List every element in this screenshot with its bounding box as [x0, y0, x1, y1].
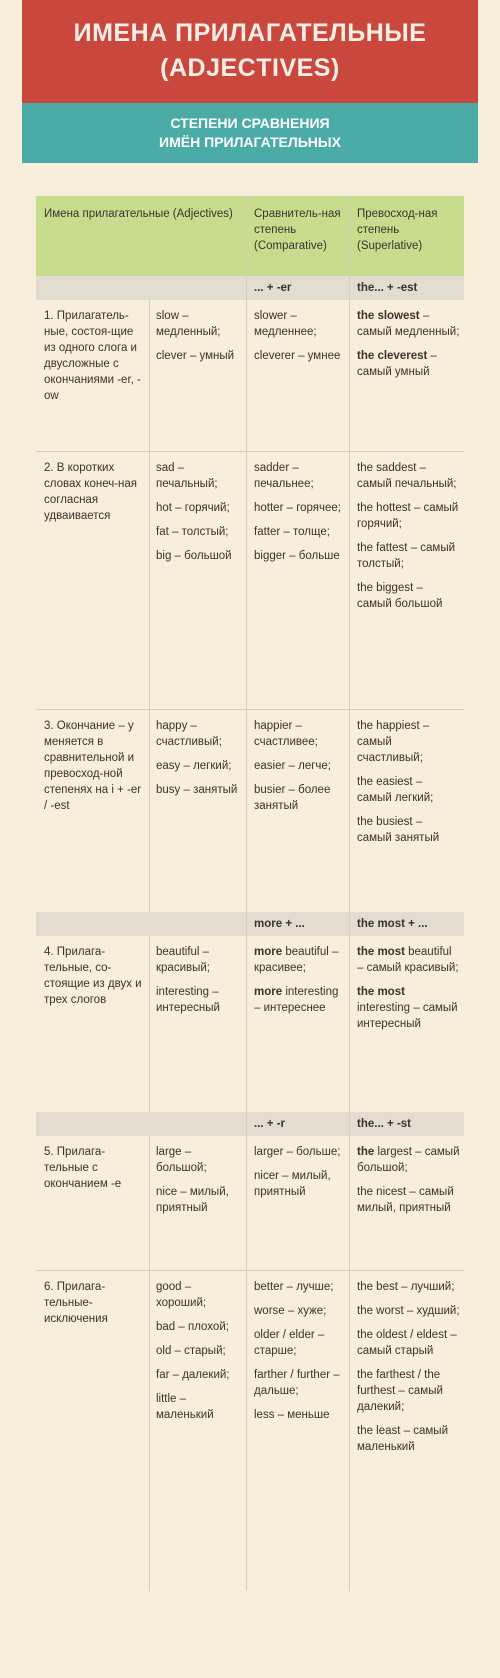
section-subtitle — [22, 103, 478, 163]
table-row — [36, 452, 464, 710]
adjective-cell — [149, 300, 246, 451]
superlative — [357, 308, 460, 340]
rule-cell: 3. Окончание – y меняется в сравнительной и превосход-ной степенях на i + -er / -est — [44, 720, 142, 812]
superlative-text: – самый умный — [357, 350, 437, 378]
title-line-1: ИМЕНА ПРИЛАГАТЕЛЬНЫЕ — [73, 19, 427, 47]
comparative: cleverer – умнее — [254, 350, 341, 362]
adjective: sad – печальный; — [156, 462, 218, 490]
title-line-2: (ADJECTIVES) — [160, 54, 340, 82]
adjective: beautiful – красивый; — [156, 946, 210, 974]
header-superlative: Превосход-ная степень (Superlative) — [349, 196, 464, 276]
band-comparative: ... + -r — [246, 1112, 349, 1136]
comparative: larger – больше; — [254, 1146, 341, 1158]
adjective-cell — [149, 710, 246, 912]
comparative: slower – медленнее; — [254, 310, 317, 338]
adjective: slow – медленный; — [156, 310, 221, 338]
superlative: the busiest – самый занятый — [357, 816, 440, 844]
superlative-marker: the slowest — [357, 310, 420, 322]
formula-band — [36, 1112, 464, 1136]
superlative-text: interesting – самый интересный — [357, 1002, 458, 1030]
rule-cell: 4. Прилага-тельные, со-стоящие из двух и трех слогов — [44, 946, 142, 1006]
comparative-marker: more — [254, 946, 283, 958]
comparative-cell — [246, 710, 349, 912]
comparative-marker: more — [254, 986, 283, 998]
band-superlative: the... + -est — [349, 276, 464, 300]
band-comparative: ... + -er — [246, 276, 349, 300]
comparative: busier – более занятый — [254, 784, 331, 812]
comparative-text: beautiful – красивее; — [254, 946, 339, 974]
comparative: hotter – горячее; — [254, 502, 342, 514]
superlative: the farthest / the furthest – самый далекий; — [357, 1369, 443, 1413]
superlative-cell — [349, 300, 464, 451]
superlative — [357, 984, 460, 1032]
adjective-cell — [149, 1136, 246, 1270]
superlative: the nicest – самый милый, приятный — [357, 1186, 454, 1214]
comparative — [254, 944, 345, 976]
comparative: fatter – толще; — [254, 526, 330, 538]
superlative: the easiest – самый легкий; — [357, 776, 434, 804]
adjective: busy – занятый — [156, 784, 238, 796]
header-adjectives: Имена прилагательные (Adjectives) — [44, 208, 233, 220]
subtitle-line-2: ИМЁН ПРИЛАГАТЕЛЬНЫХ — [159, 134, 341, 150]
superlative: the fattest – самый толстый; — [357, 542, 456, 570]
comparative: farther / further – дальше; — [254, 1369, 340, 1397]
adjective: old – старый; — [156, 1345, 226, 1357]
superlative: the oldest / eldest – самый старый — [357, 1329, 457, 1357]
header-comparative: Сравнитель-ная степень (Comparative) — [246, 196, 349, 276]
comparative-cell — [246, 1136, 349, 1270]
adjective: large – большой; — [156, 1146, 207, 1174]
comparative: worse – хуже; — [254, 1305, 327, 1317]
adjective: nice – милый, приятный — [156, 1186, 229, 1214]
superlative-cell — [349, 1136, 464, 1270]
comparative — [254, 984, 345, 1016]
superlative — [357, 1144, 460, 1176]
superlative-marker: the cleverest — [357, 350, 428, 362]
rule-cell: 1. Прилагатель-ные, состоя-щие из одного слога и двусложные с окончаниями -er, -ow — [44, 310, 141, 402]
comparative: sadder – печальнее; — [254, 462, 314, 490]
table-header — [36, 196, 464, 276]
adjective: little – маленький — [156, 1393, 214, 1421]
comparison-table — [36, 196, 464, 1591]
superlative — [357, 944, 460, 976]
superlative-text: largest – самый большой; — [357, 1146, 460, 1174]
adjective: fat – толстый; — [156, 526, 229, 538]
comparative: better – лучше; — [254, 1281, 334, 1293]
table-row — [36, 710, 464, 912]
superlative-marker: the — [357, 1146, 375, 1158]
rule-cell: 2. В коротких словах конеч-ная согласная удваивается — [44, 462, 138, 522]
comparative-cell — [246, 936, 349, 1112]
comparative: older / elder – старше; — [254, 1329, 325, 1357]
adjective: bad – плохой; — [156, 1321, 229, 1333]
band-comparative: more + ... — [246, 912, 349, 936]
adjective-cell — [149, 1271, 246, 1591]
formula-band — [36, 276, 464, 300]
superlative-cell — [349, 452, 464, 709]
superlative-cell — [349, 936, 464, 1112]
adjective: far – далекий; — [156, 1369, 230, 1381]
comparative: happier – счастливее; — [254, 720, 318, 748]
superlative-marker: the most — [357, 986, 405, 998]
comparative: nicer – милый, приятный — [254, 1170, 331, 1198]
superlative: the best – лучший; — [357, 1281, 455, 1293]
page-title — [22, 0, 478, 103]
table-row — [36, 1136, 464, 1271]
adjective: happy – счастливый; — [156, 720, 222, 748]
adjective: clever – умный — [156, 350, 235, 362]
adjective: good – хороший; — [156, 1281, 207, 1309]
table-row — [36, 936, 464, 1112]
comparative-cell — [246, 300, 349, 451]
band-superlative: the... + -st — [349, 1112, 464, 1136]
rule-cell: 6. Прилага-тельные-исключения — [44, 1281, 108, 1325]
band-superlative: the most + ... — [349, 912, 464, 936]
superlative: the least – самый маленький — [357, 1425, 449, 1453]
adjective: easy – легкий; — [156, 760, 232, 772]
comparative: less – меньше — [254, 1409, 330, 1421]
adjective: big – большой — [156, 550, 232, 562]
superlative: the worst – худший; — [357, 1305, 460, 1317]
adjective: hot – горячий; — [156, 502, 230, 514]
comparative: bigger – больше — [254, 550, 340, 562]
superlative-text: beautiful – самый красивый; — [357, 946, 459, 974]
superlative-text: – самый медленный; — [357, 310, 460, 338]
rule-cell: 5. Прилага-тельные с окончанием -e — [44, 1146, 122, 1190]
superlative-marker: the most — [357, 946, 405, 958]
adjective-cell — [149, 936, 246, 1112]
comparative: easier – легче; — [254, 760, 331, 772]
superlative: the saddest – самый печальный; — [357, 462, 457, 490]
superlative: the biggest – самый большой — [357, 582, 443, 610]
adjective-cell — [149, 452, 246, 709]
comparative-text: interesting – интереснее — [254, 986, 339, 1014]
formula-band — [36, 912, 464, 936]
superlative: the hottest – самый горячий; — [357, 502, 459, 530]
comparative-cell — [246, 452, 349, 709]
superlative — [357, 348, 460, 380]
table-row — [36, 300, 464, 452]
subtitle-line-1: СТЕПЕНИ СРАВНЕНИЯ — [170, 115, 330, 131]
superlative-cell — [349, 1271, 464, 1591]
table-row — [36, 1271, 464, 1591]
superlative-cell — [349, 710, 464, 912]
superlative: the happiest – самый счастливый; — [357, 720, 430, 764]
comparative-cell — [246, 1271, 349, 1591]
adjective: interesting – интересный — [156, 986, 220, 1014]
